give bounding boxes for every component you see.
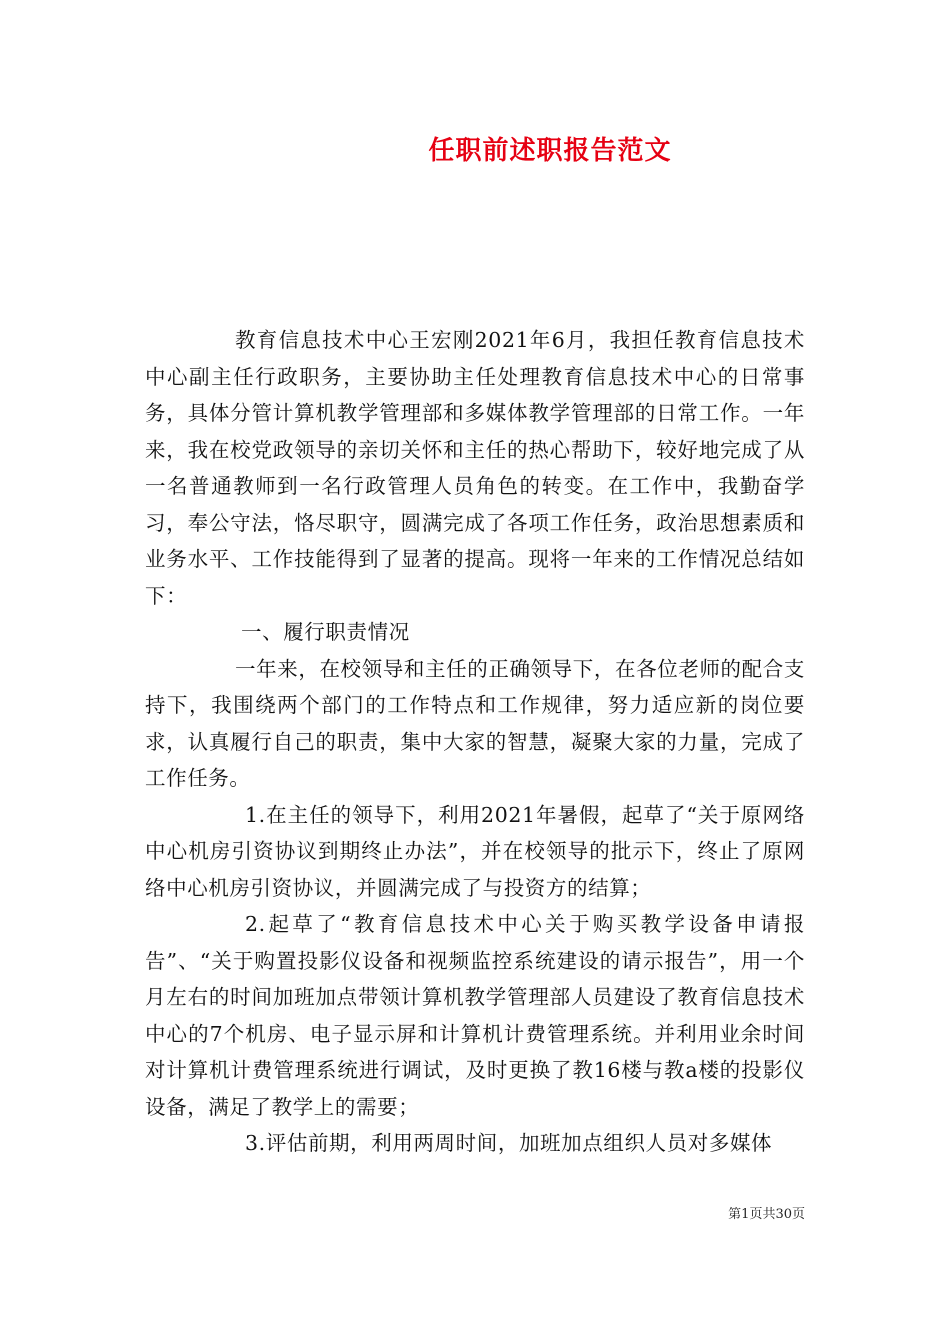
document-body xyxy=(145,322,805,1162)
body-paragraph: 一年来，在校领导和主任的正确领导下，在各位老师的配合支持下，我围绕两个部门的工作特点和工作规律，努力适应新的岗位要求，认真履行自己的职责，集中大家的智慧，凝聚大家的力量，完成了工作任务。 xyxy=(145,656,805,790)
list-item-3: 3.评估前期，利用两周时间，加班加点组织人员对多媒体 xyxy=(245,1131,773,1155)
section-heading: 一、履行职责情况 xyxy=(241,620,410,644)
list-item-1: 1.在主任的领导下，利用2021年暑假，起草了“关于原网络中心机房引资协议到期终止办法”，并在校领导的批示下，终止了原网络中心机房引资协议，并圆满完成了与投资方的结算； xyxy=(145,802,805,900)
document-title: 任职前述职报告范文 xyxy=(428,136,672,166)
intro-paragraph: 教育信息技术中心王宏刚2021年6月，我担任教育信息技术中心副主任行政职务，主要协助主任处理教育信息技术中心的日常事务，具体分管计算机教学管理部和多媒体教学管理部的日常工作。一年来，我在校党政领导的亲切关怀和主任的热心帮助下，较好地完成了从一名普通教师到一名行政管理人员角色的转变。在工作中，我勤奋学习，奉公守法，恪尽职守，圆满完成了各项工作任务，政治思想素质和业务水平、工作技能得到了显著的提高。现将一年来的工作情况总结如下： xyxy=(145,328,805,608)
page-footer: 第1页共30页 xyxy=(728,1207,805,1222)
list-item-2: 2.起草了“教育信息技术中心关于购买教学设备申请报告”、“关于购置投影仪设备和视频监控系统建设的请示报告”，用一个月左右的时间加班加点带领计算机教学管理部人员建设了教育信息技术中心的7个机房、电子显示屏和计算机计费管理系统。并利用业余时间对计算机计费管理系统进行调试，及时更换了教16楼与教a楼的投影仪设备，满足了教学上的需要； xyxy=(145,912,805,1119)
